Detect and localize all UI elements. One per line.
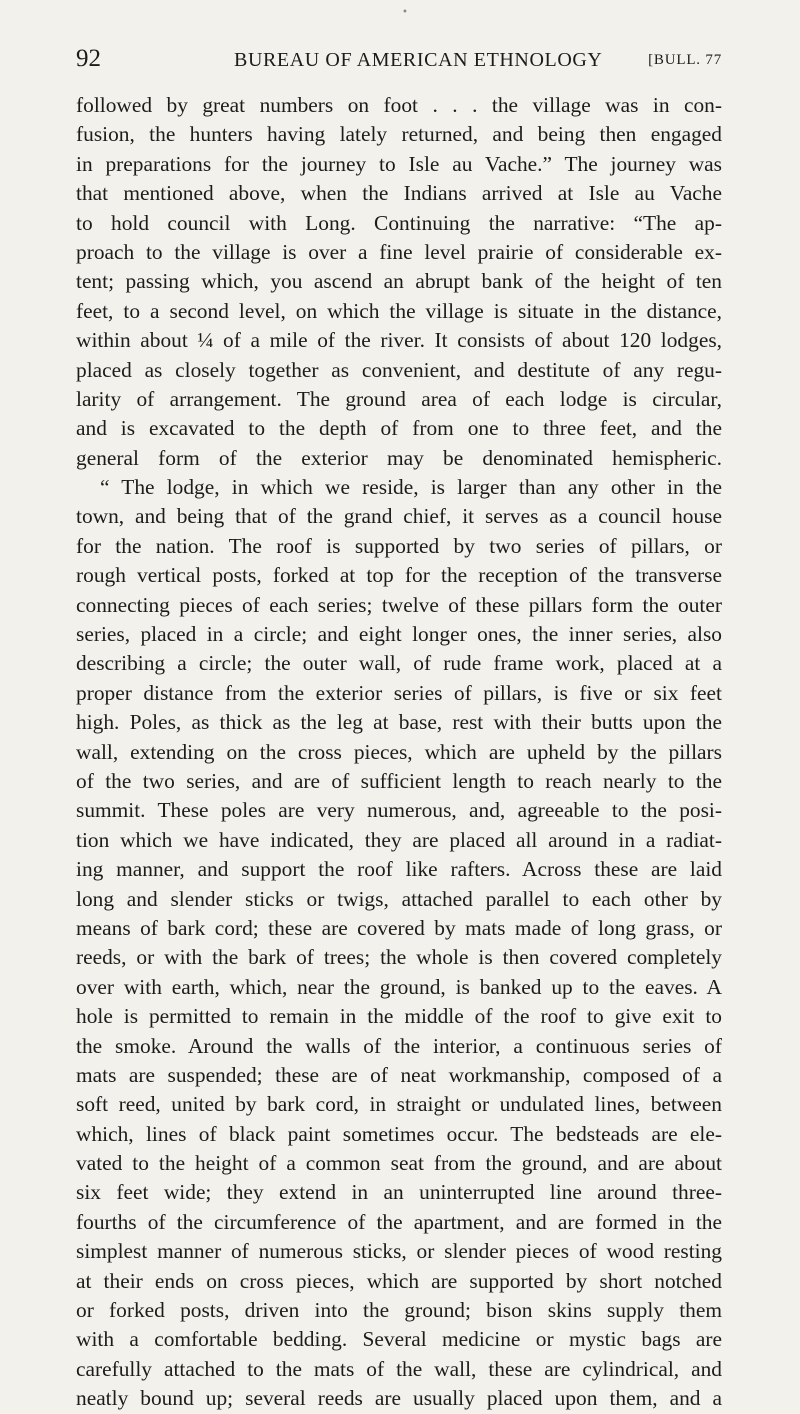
- text-line: placed as closely together as convenient, and destitute of any regu-: [76, 357, 722, 382]
- body-text: [76, 91, 722, 1414]
- text-line: fourths of the circumference of the apartment, and are formed in the: [76, 1209, 722, 1234]
- text-line: wall, extending on the cross pieces, which are upheld by the pillars: [76, 739, 722, 764]
- text-line: larity of arrangement. The ground area of each lodge is circular,: [76, 386, 722, 411]
- text-line: series, placed in a circle; and eight longer ones, the inner series, also: [76, 622, 722, 647]
- text-line: town, and being that of the grand chief, it serves as a council house: [76, 504, 722, 529]
- text-line: over with earth, which, near the ground, is banked up to the eaves. A: [76, 974, 722, 999]
- text-line: ing manner, and support the roof like rafters. Across these are laid: [76, 857, 722, 882]
- page-number: 92: [76, 45, 101, 72]
- text-line: general form of the exterior may be denominated hemispheric.: [76, 445, 722, 470]
- text-line: connecting pieces of each series; twelve of these pillars form the outer: [76, 592, 722, 617]
- text-line: summit. These poles are very numerous, and, agreeable to the posi-: [76, 798, 722, 823]
- text-line: describing a circle; the outer wall, of rude frame work, placed at a: [76, 651, 722, 676]
- text-line: which, lines of black paint sometimes occur. The bedsteads are ele-: [76, 1121, 722, 1146]
- text-line: vated to the height of a common seat from the ground, and are about: [76, 1151, 722, 1176]
- text-line: for the nation. The roof is supported by two series of pillars, or: [76, 533, 722, 558]
- text-line: high. Poles, as thick as the leg at base, rest with their butts upon the: [76, 710, 722, 735]
- text-line: of the two series, and are of sufficient length to reach nearly to the: [76, 768, 722, 793]
- scan-mark: •: [402, 7, 408, 18]
- text-line: soft reed, united by bark cord, in straight or undulated lines, between: [76, 1092, 722, 1117]
- text-line: or forked posts, driven into the ground; bison skins supply them: [76, 1298, 722, 1323]
- text-line: and is excavated to the depth of from one to three feet, and the: [76, 416, 722, 441]
- text-line: the smoke. Around the walls of the interior, a continuous series of: [76, 1033, 722, 1058]
- text-line: feet, to a second level, on which the village is situate in the distance,: [76, 298, 722, 323]
- running-head: BUREAU OF AMERICAN ETHNOLOGY: [234, 49, 603, 71]
- text-line: hole is permitted to remain in the middle of the roof to give exit to: [76, 1004, 722, 1029]
- text-line: rough vertical posts, forked at top for the reception of the transverse: [76, 563, 722, 588]
- text-line: six feet wide; they extend in an uninterrupted line around three-: [76, 1180, 722, 1205]
- text-line: in preparations for the journey to Isle au Vache.” The journey was: [76, 151, 722, 176]
- page-header: [76, 44, 722, 74]
- text-line: means of bark cord; these are covered by mats made of long grass, or: [76, 915, 722, 940]
- text-line: “ The lodge, in which we reside, is larger than any other in the: [100, 475, 722, 500]
- text-line: reeds, or with the bark of trees; the whole is then covered completely: [76, 945, 722, 970]
- text-line: mats are suspended; these are of neat workmanship, composed of a: [76, 1062, 722, 1087]
- text-line: followed by great numbers on foot . . . the village was in con-: [76, 93, 722, 117]
- text-line: within about ¼ of a mile of the river. It consists of about 120 lodges,: [76, 328, 722, 353]
- text-line: that mentioned above, when the Indians arrived at Isle au Vache: [76, 181, 722, 206]
- text-line: simplest manner of numerous sticks, or slender pieces of wood resting: [76, 1239, 722, 1264]
- text-line: long and slender sticks or twigs, attached parallel to each other by: [76, 886, 722, 911]
- text-line: to hold council with Long. Continuing the narrative: “The ap-: [76, 210, 722, 235]
- text-line: tent; passing which, you ascend an abrupt bank of the height of ten: [76, 269, 722, 294]
- text-line: proach to the village is over a fine level prairie of considerable ex-: [76, 239, 722, 264]
- text-line: carefully attached to the mats of the wall, these are cylindrical, and: [76, 1356, 722, 1381]
- text-line: proper distance from the exterior series of pillars, is five or six feet: [76, 680, 722, 705]
- bulletin-label: [BULL. 77: [648, 52, 722, 68]
- text-line: neatly bound up; several reeds are usually placed upon them, and a: [76, 1386, 722, 1411]
- text-line: fusion, the hunters having lately returned, and being then engaged: [76, 122, 722, 147]
- text-line: at their ends on cross pieces, which are supported by short notched: [76, 1268, 722, 1293]
- text-line: with a comfortable bedding. Several medicine or mystic bags are: [76, 1327, 722, 1352]
- text-line: tion which we have indicated, they are placed all around in a radiat-: [76, 827, 722, 852]
